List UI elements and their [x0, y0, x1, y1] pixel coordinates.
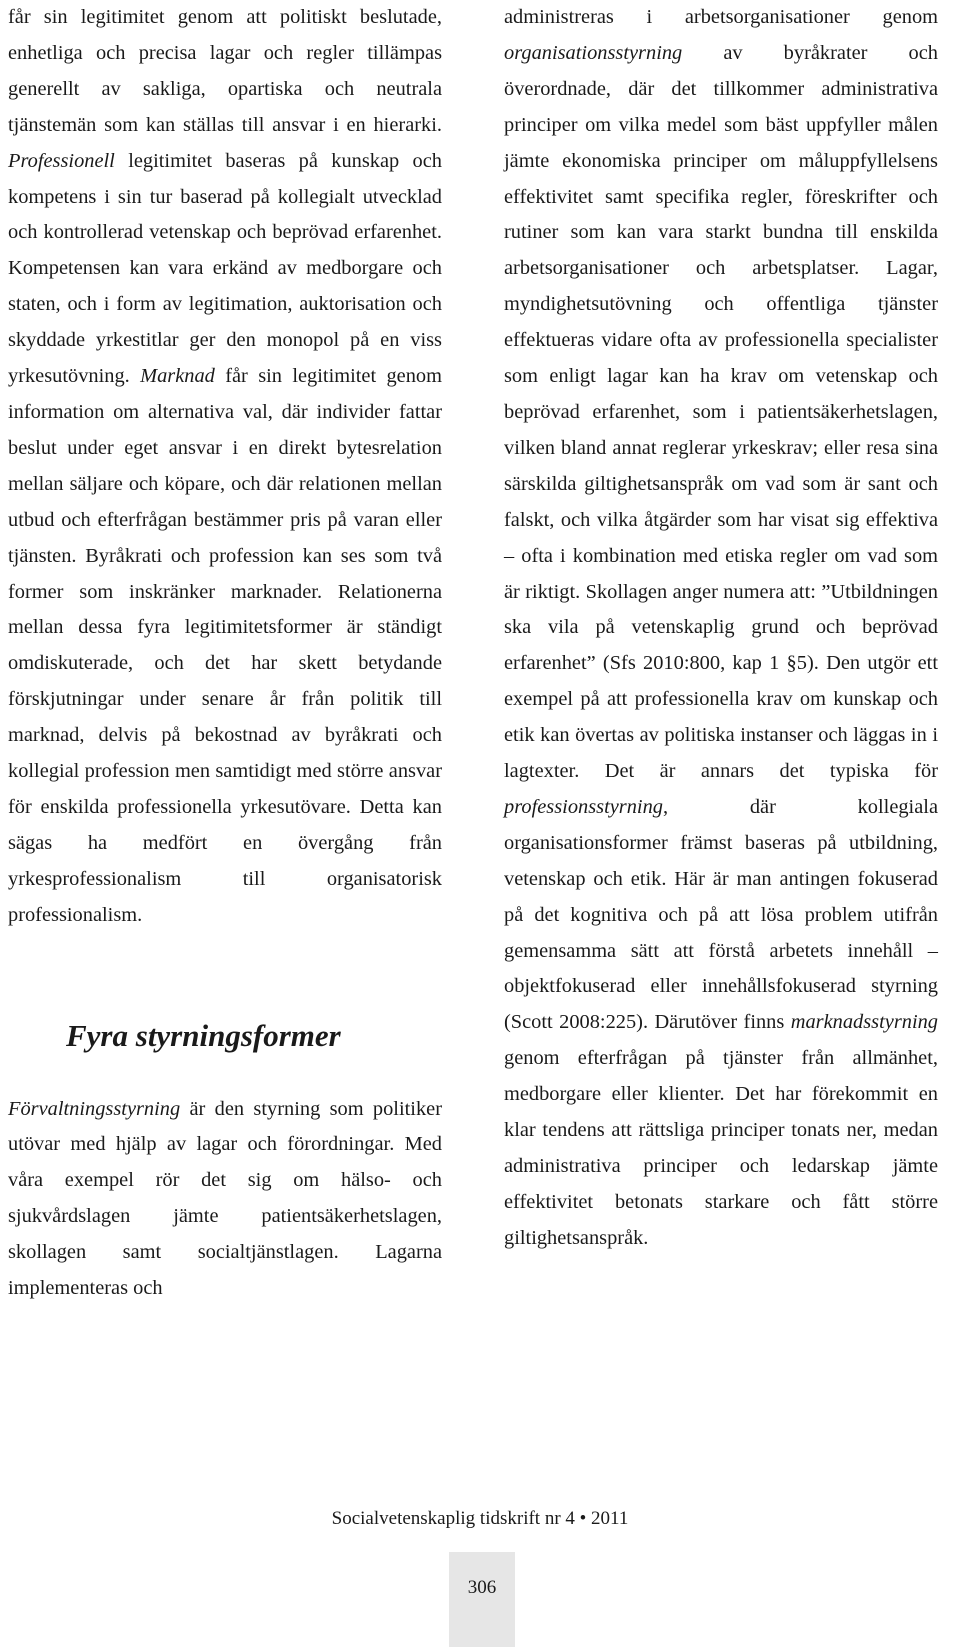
text-run: legitimitet baseras på kunskap och kompetens i sin tur baserad på kollegialt utvecklad och kontrollerad vetenskap och beprövad erfarenhet. Kompetensen kan vara erkänd av medborgare och staten, och i form av legitimation, auktorisation och skyddade yrkestitlar ger den monopol på en viss yrkesutövning.	[8, 149, 442, 388]
text-run: administreras i arbetsorganisationer genom	[504, 6, 938, 28]
italic-term: marknadsstyrning	[790, 1011, 938, 1034]
text-run: är den styrning som politiker utövar med hjälp av lagar och förordningar. Med våra exempel rör det sig om hälso- och sjukvårdslagen jämte patientsäkerhetslagen, skollagen samt socialtjänstlagen. Lagarna implementeras och	[8, 1097, 442, 1300]
left-column	[8, 0, 442, 1307]
body-paragraph	[8, 1092, 442, 1307]
italic-term: professionsstyrning	[504, 795, 663, 818]
text-run: , där kollegiala organisationsformer främst baseras på utbildning, vetenskap och etik. Här är man antingen fokuserad på det kognitiva och på att lösa problem utifrån gemensamma sätt att förstå arbetets innehåll – objektfokuserad eller innehållsfokuserad styrning (Scott 2008:225). Därutöver finns	[504, 795, 938, 1034]
italic-term: Marknad	[140, 365, 215, 388]
body-paragraph	[8, 0, 442, 934]
right-column	[504, 0, 938, 1257]
italic-term: Professionell	[8, 149, 115, 172]
journal-footer: Socialvetenskaplig tidskrift nr 4 • 2011	[331, 1508, 629, 1529]
text-run: får sin legitimitet genom att politiskt beslutade, enhetliga och precisa lagar och regler tillämpas generellt av sakliga, opartiska och neutrala tjänstemän som kan ställas till ansvar i en hierarki.	[8, 6, 442, 136]
italic-term: organisationsstyrning	[504, 41, 683, 64]
text-run: får sin legitimitet genom information om alternativa val, där individer fattar beslut under eget ansvar i en direkt bytesrelation mellan säljare och köpare, och där relationen mellan utbud och efterfrågan bestämmer pris på varan eller tjänsten. Byråkrati och profession kan ses som två former som inskränker marknader. Relationerna mellan dessa fyra legitimitetsformer är ständigt omdiskuterade, och det har skett betydande förskjutningar under senare år från politik till marknad, delvis på bekostnad av byråkrati och kollegial profession men samtidigt med större ansvar för enskilda professionella yrkesutövare. Detta kan sägas ha medfört en övergång från yrkesprofessionalism till organisatorisk professionalism.	[8, 365, 442, 926]
text-run: av byråkrater och överordnade, där det tillkommer administrativa principer om vilka medel som bäst uppfyller målen jämte ekonomiska principer om måluppfyllelsens effektivitet samt specifika regler, föreskrifter och rutiner som kan vara starkt bundna till enskilda arbetsorganisationer och arbetsplatser. Lagar, myndighetsutövning och offentliga tjänster effektueras vidare ofta av professionella specialister som enligt lagar kan ha krav om vetenskap och beprövad erfarenhet, som i patientsäkerhetslagen, vilken bland annat reglerar yrkeskrav; eller resa sina särskilda giltighetsanspråk om vad som är sant och falskt, och vilka åtgärder som har visat sig effektiva – ofta i kombination med etiska regler om vad som är riktigt. Skollagen anger numera att: ”Utbildningen ska vila på vetenskaplig grund och beprövad erfarenhet” (Sfs 2010:800, kap 1 §5). Den utgör ett exempel på att professionella krav om kunskap och etik kan övertas av politiska instanser och läggas in i lagtexter. Det är annars det typiska för	[504, 41, 938, 783]
page-number: 306	[467, 1577, 497, 1598]
page-number-box	[449, 1552, 515, 1647]
text-run: genom efterfrågan på tjänster från allmänhet, medborgare eller klienter. Det har förekommit en klar tendens att rättsliga principer tonats ner, medan administrativa principer och ledarskap jämte effektivitet betonats starkare och fått större giltighetsanspråk.	[504, 1047, 938, 1249]
italic-term: Förvaltningsstyrning	[8, 1097, 181, 1120]
body-paragraph	[504, 0, 938, 1257]
section-heading: Fyra styrningsformer	[66, 1017, 341, 1053]
